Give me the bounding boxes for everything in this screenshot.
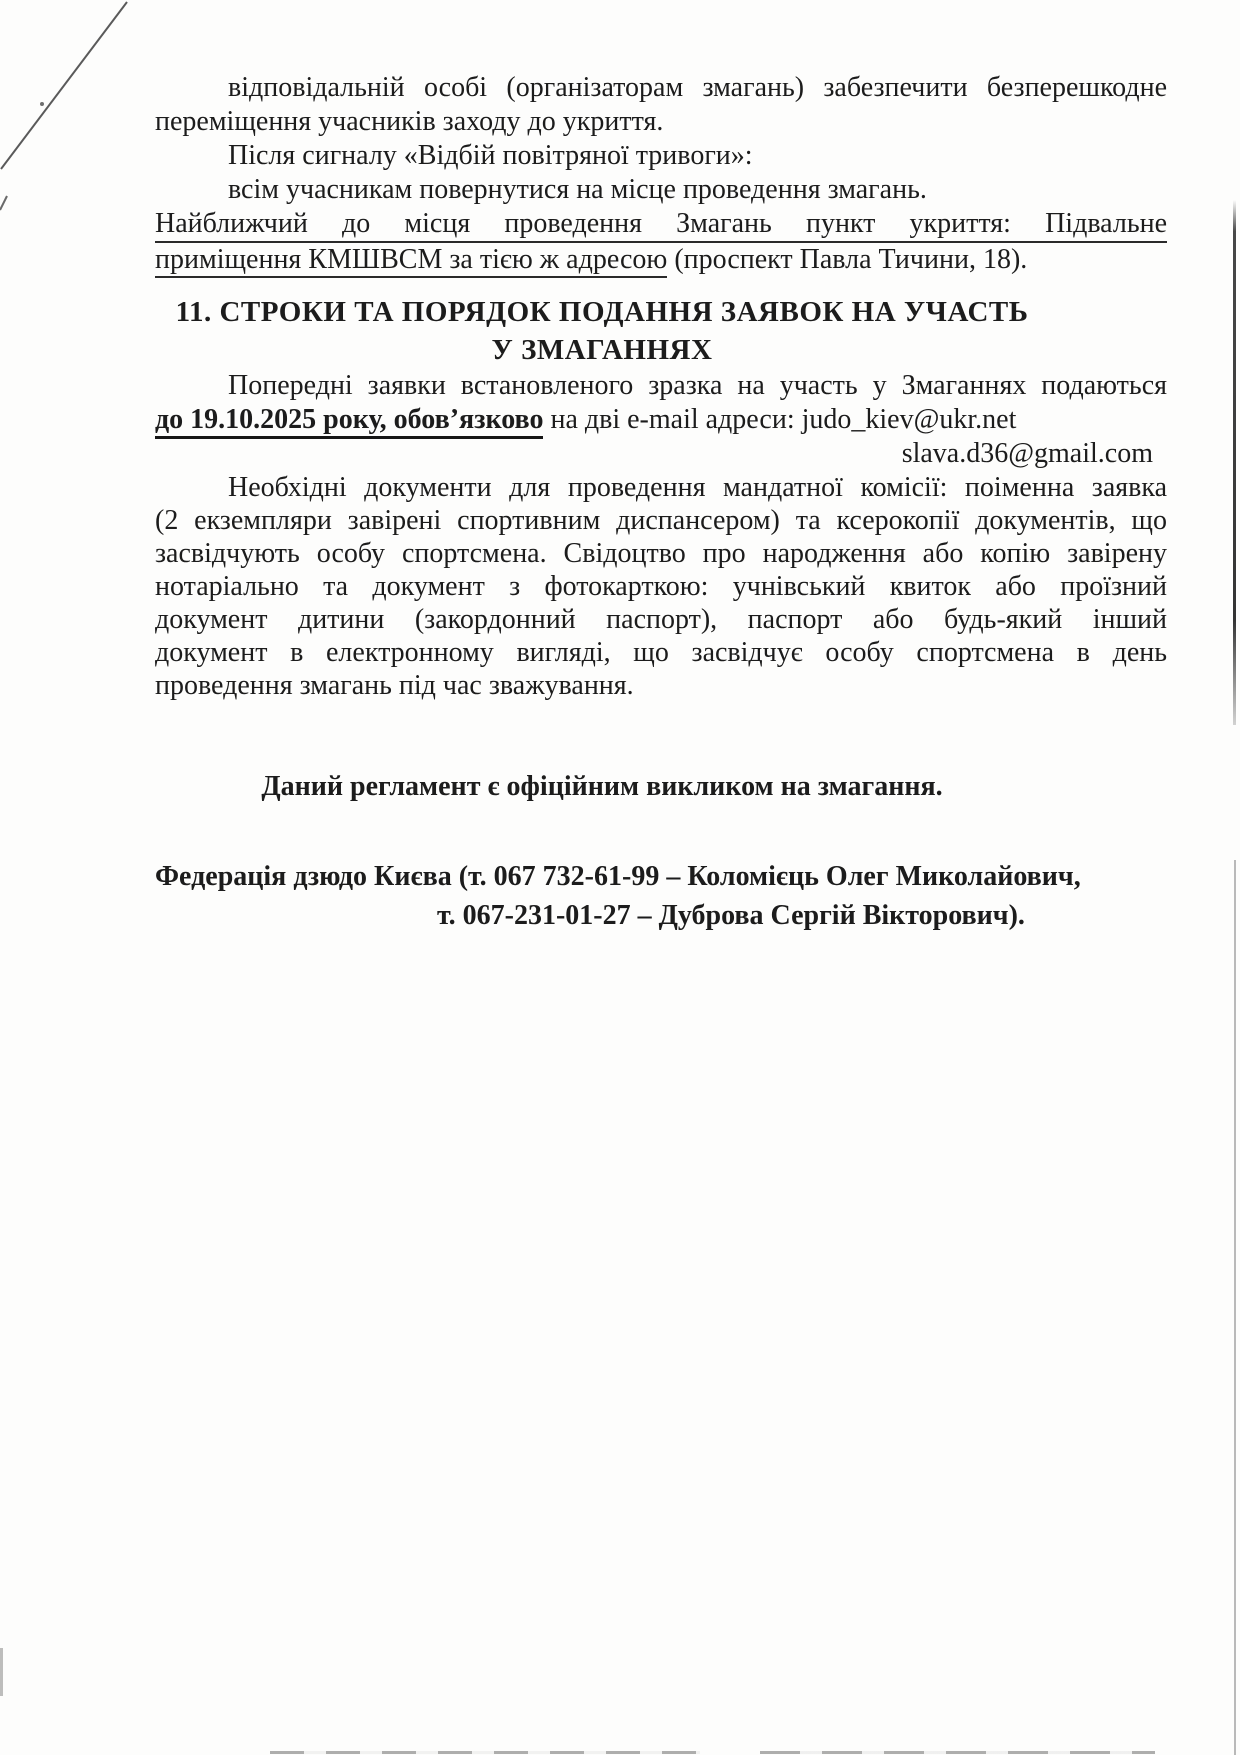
- shelter-access-line-1: відповідальній особі (організаторам змагань) забезпечити безперешкодне: [228, 72, 1167, 103]
- scan-bottom-artifact-right: [760, 1751, 1155, 1754]
- required-documents-line-6: документ в електронному вигляді, що засвідчує особу спортсмена в день: [155, 637, 1167, 668]
- document-body: [155, 71, 1167, 933]
- scan-bottom-artifact-left: [270, 1751, 700, 1754]
- scan-corner-diagonal-artifact: [0, 0, 150, 230]
- application-emails-part: на дві e-mail адреси: judo_kiev@ukr.net: [543, 404, 1017, 435]
- federation-contact-line-1: Федерація дзюдо Києва (т. 067 732-61-99 – Коломієць Олег Миколайович,: [155, 861, 1081, 892]
- required-documents-line-3: засвідчують особу спортсмена. Свідоцтво про народження або копію завірену: [155, 538, 1167, 569]
- air-alarm-return-line: всім учасникам повернутися на місце проведення змагань.: [228, 174, 927, 205]
- shelter-location-line-1: Найближчий до місця проведення Змагань пункт укриття: Підвальне: [155, 207, 1167, 243]
- federation-contacts: [155, 860, 1167, 933]
- official-call-statement: Даний регламент є офіційним викликом на змагання.: [261, 771, 943, 802]
- air-alarm-signal-line: Після сигналу «Відбій повітряної тривоги»:: [228, 140, 753, 171]
- scan-right-edge-line-light: [1234, 860, 1236, 1755]
- required-documents-line-7: проведення змагань під час зважування.: [155, 670, 634, 701]
- required-documents-line-4: нотаріально та документ з фотокарткою: учнівський квиток або проїзний: [155, 571, 1167, 602]
- shelter-location-address-part: (проспект Павла Тичини, 18).: [667, 244, 1028, 275]
- required-documents-line-2: (2 екземпляри завірені спортивним диспансером) та ксерокопії документів, що: [155, 505, 1167, 536]
- section-11-heading: [155, 293, 1167, 369]
- shelter-access-line-2: переміщення учасників заходу до укриття.: [155, 106, 664, 137]
- scan-right-edge-line-dark: [1233, 200, 1236, 725]
- section-11-heading-line-1: 11. СТРОКИ ТА ПОРЯДОК ПОДАННЯ ЗАЯВОК НА УЧАСТЬ: [175, 296, 1029, 328]
- scan-left-edge-mark: [0, 1648, 3, 1696]
- applications-line-1: Попередні заявки встановленого зразка на участь у Змаганнях подаються: [228, 370, 1167, 401]
- required-documents-line-5: документ дитини (закордонний паспорт), паспорт або будь-який інший: [155, 604, 1167, 635]
- email-address-second: slava.d36@gmail.com: [901, 438, 1153, 469]
- federation-contact-line-2: т. 067-231-01-27 – Дуброва Сергій Вікторович).: [437, 900, 1025, 931]
- application-deadline: до 19.10.2025 року, обов’язково: [155, 404, 543, 439]
- section-11-heading-line-2: У ЗМАГАННЯХ: [491, 334, 713, 366]
- shelter-location-line-2: [155, 243, 1167, 277]
- shelter-location-underlined-part: приміщення КМШВСМ за тією ж адресою: [155, 244, 667, 278]
- required-documents-line-1: Необхідні документи для проведення мандатної комісії: поіменна заявка: [228, 472, 1167, 503]
- applications-line-2: [155, 403, 1167, 437]
- required-documents-paragraph: [155, 471, 1167, 702]
